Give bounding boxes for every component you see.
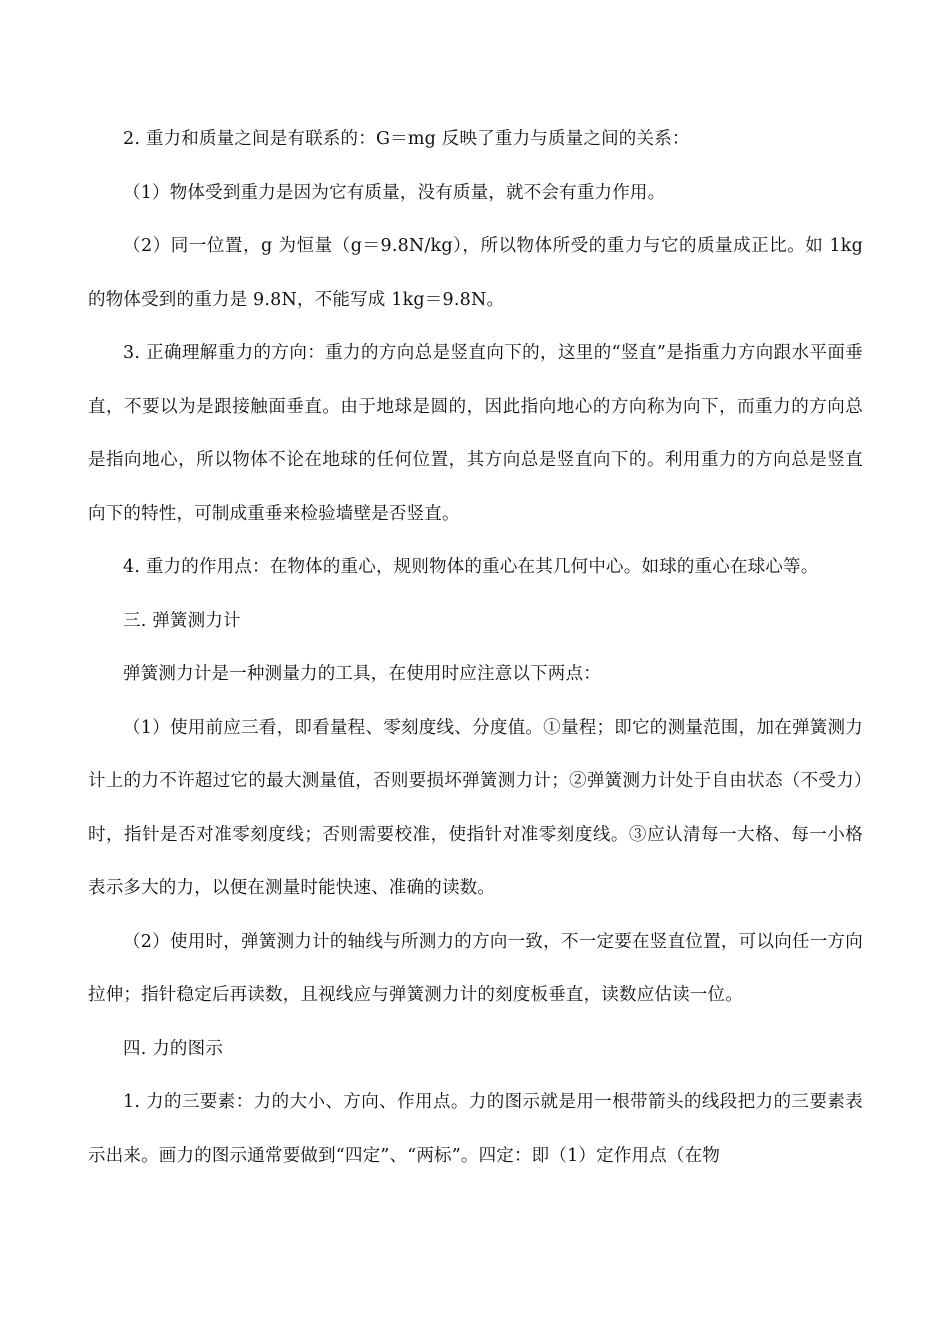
- paragraph-spring-scale-during-use: （2）使用时，弹簧测力计的轴线与所测力的方向一致，不一定要在竖直位置，可以向任一方向拉伸；指针稳定后再读数，且视线应与弹簧测力计的刻度板垂直，读数应估读一位。: [88, 931, 863, 1005]
- paragraph-gravity-center: 4. 重力的作用点：在物体的重心，规则物体的重心在其几何中心。如球的重心在球心等。: [123, 557, 819, 577]
- paragraph-gravity-direction: 3. 正确理解重力的方向：重力的方向总是竖直向下的，这里的“竖直”是指重力方向跟水平面垂直，不要以为是跟接触面垂直。由于地球是圆的，因此指向地心的方向称为向下，而重力的方向总是指向地心，所以物体不论在地球的任何位置，其方向总是竖直向下的。利用重力的方向总是竖直向下的特性，可制成重垂来检验墙壁是否竖直。: [88, 343, 863, 524]
- section-heading-force-diagram: 四. 力的图示: [123, 1038, 224, 1059]
- paragraph-gravity-mass-relation: 2. 重力和质量之间是有联系的：G＝mg 反映了重力与质量之间的关系：: [123, 129, 690, 149]
- section-heading-spring-scale: 三. 弹簧测力计: [123, 610, 241, 631]
- paragraph-spring-scale-intro: 弹簧测力计是一种测量力的工具，在使用时应注意以下两点：: [123, 664, 601, 684]
- paragraph-proportional: （2）同一位置，g 为恒量（g＝9.8N/kg），所以物体所受的重力与它的质量成正比。如 1kg 的物体受到的重力是 9.8N，不能写成 1kg＝9.8N。: [88, 236, 863, 310]
- paragraph-mass-cause: （1）物体受到重力是因为它有质量，没有质量，就不会有重力作用。: [123, 182, 666, 203]
- paragraph-spring-scale-before-use: （1）使用前应三看，即看量程、零刻度线、分度值。①量程；即它的测量范围，加在弹簧测力计上的力不许超过它的最大测量值，否则要损坏弹簧测力计；②弹簧测力计处于自由状态（不受力）时，指针是否对准零刻度线；否则需要校准，使指针对准零刻度线。③应认清每一大格、每一小格表示多大的力，以便在测量时能快速、准确的读数。: [88, 717, 863, 898]
- document-page: [88, 113, 863, 1183]
- paragraph-force-elements: 1. 力的三要素：力的大小、方向、作用点。力的图示就是用一根带箭头的线段把力的三要素表示出来。画力的图示通常要做到“四定”、“两标”。四定：即（1）定作用点（在物: [88, 1092, 863, 1166]
